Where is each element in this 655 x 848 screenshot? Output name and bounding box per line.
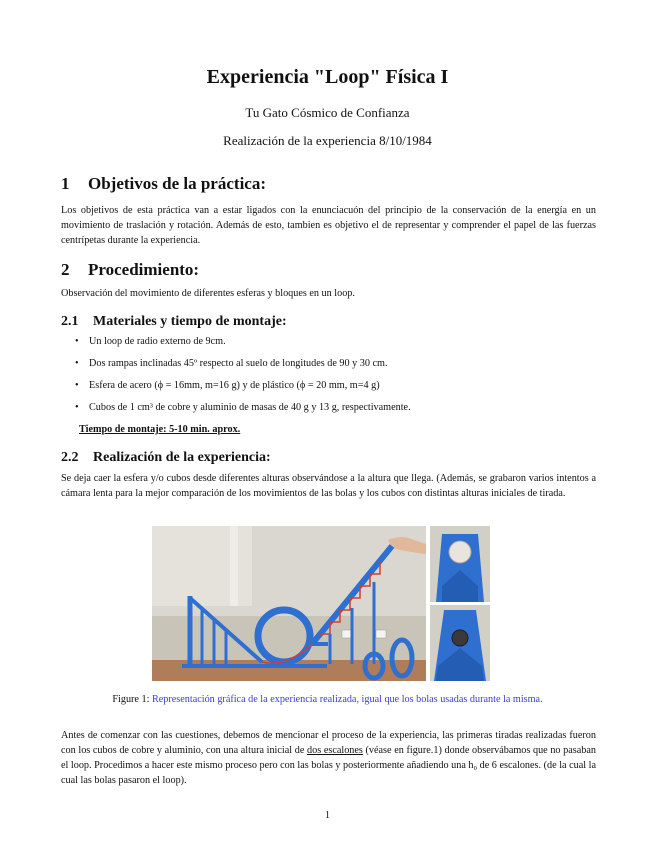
subsection-2-2-paragraph: Se deja caer la esfera y/o cubos desde diferentes alturas observándose a la altura que llega. (Además, se grabaron varios intentos a cámara lenta para la mejor comparación de los movimientos de las bolas y los cubos con distintas alturas iniciales de tirada.	[61, 473, 596, 499]
list-item: • Un loop de radio externo de 9cm.	[75, 335, 595, 357]
figure-caption	[0, 694, 655, 705]
closing-text-2: (véase en figure.1) donde observábamos que no pasaban el loop. Procedimos a hacer este mismo proceso pero con las bolas y posteriormente añadiendo una h₀ de 6 escalones. (de la cual la cual las bolas pasaron el loop).	[61, 745, 596, 786]
section-1-heading	[61, 174, 266, 194]
section-2-heading	[61, 260, 199, 280]
subsection-title: Realización de la experiencia:	[93, 450, 271, 465]
figure-label: Figure 1:	[112, 694, 150, 705]
section-number: 2	[61, 260, 70, 279]
figure-caption-text: Representación gráfica de la experiencia realizada, igual que los bolas usadas durante la misma.	[151, 694, 543, 705]
list-item: • Dos rampas inclinadas 45º respecto al suelo de longitudes de 90 y 30 cm.	[75, 357, 595, 379]
section-1-paragraph: Los objetivos de esta práctica van a estar ligados con la enunciacuón del principio de la conservación de la energía en un movimiento de traslación y rotación. Además de esto, tambien es objetivo el de representar y comprender el papel de las fuerzas centrípetas durante la experiencia.	[61, 205, 596, 246]
subsection-number: 2.2	[61, 450, 79, 465]
mount-time: Tiempo de montaje: 5-10 min. aprox.	[79, 424, 241, 435]
closing-underlined: dos escalones	[307, 745, 363, 756]
author: Tu Gato Cósmico de Confianza	[245, 105, 410, 120]
experiment-photo	[152, 526, 490, 681]
list-item: • Esfera de acero (ϕ = 16mm, m=16 g) y de plástico (ϕ = 20 mm, m=4 g)	[75, 379, 595, 401]
subsection-2-1-heading	[61, 314, 287, 330]
subsection-title: Materiales y tiempo de montaje:	[93, 314, 287, 329]
page-number: 1	[325, 810, 330, 821]
section-title: Procedimiento:	[88, 260, 200, 279]
document-title: Experiencia "Loop" Física I	[206, 66, 449, 88]
subsection-number: 2.1	[61, 314, 79, 329]
date: Realización de la experiencia 8/10/1984	[223, 133, 432, 148]
section-number: 1	[61, 174, 70, 193]
closing-text-1: Antes de comenzar con las cuestiones, debemos de mencionar el proceso de la experiencia, las primeras tiradas realizadas fueron con los cubos de cobre y aluminio, con una altura inicial de	[61, 730, 596, 756]
closing-paragraph	[61, 728, 596, 788]
section-2-paragraph: Observación del movimiento de diferentes esferas y bloques en un loop.	[61, 288, 355, 299]
list-item: • Cubos de 1 cm³ de cobre y aluminio de masas de 40 g y 13 g, respectivamente.	[75, 401, 595, 423]
materials-list	[75, 335, 595, 423]
subsection-2-2-heading	[61, 450, 271, 466]
section-title: Objetivos de la práctica:	[88, 174, 266, 193]
